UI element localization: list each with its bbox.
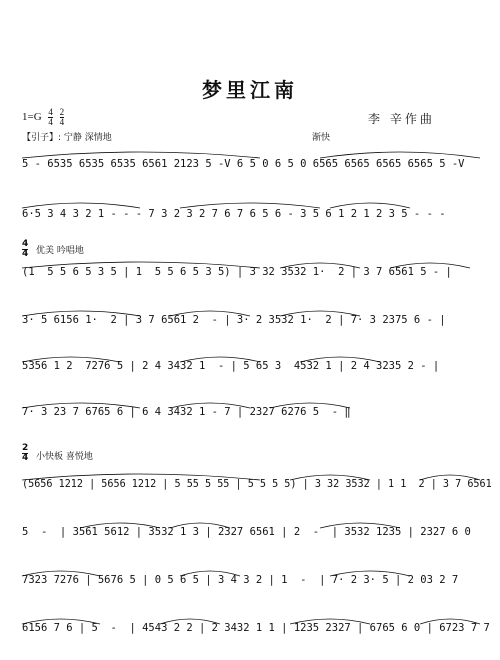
notation-line-9: 7323 7276 | 5676 5 | 0 5 6 5 | 3 4 3 2 | 1 - | 7· 2 3· 5 | 2 03 2 7 [22, 574, 459, 586]
section-3-time-signature: 2 4 [22, 443, 29, 463]
tempo-mark: 渐快 [312, 133, 331, 143]
key-signature [22, 108, 64, 127]
section-2-time-signature: 4 4 [22, 239, 29, 259]
intro-label: 【引子】: 宁静 深情地 [22, 133, 112, 143]
notation-line-2: 6·5 3 4 3 2 1 - - - 7 3 2 3 2 7 6 7 6 5 6 - 3 5 6 1 2 1 2 3 5 - - - [22, 208, 446, 220]
composer-credit: 李 辛作曲 [368, 112, 435, 126]
notation-line-7: (5656 1212 | 5656 1212 | 5 55 5 55 | 5 5 5 5) | 3 32 3532 | 1 1 2 | 3 7 6561 [22, 478, 492, 490]
notation-line-3: (1 5 5 6 5 3 5 | 1 5 5 6 5 3 5) | 3 32 3532 1· 2 | 3 7 6561 5 - | [22, 266, 452, 278]
section-3-label: 小快板 喜悦地 [36, 452, 93, 462]
notation-line-1: 5 - 6535 6535 6535 6561 2123 5 -V 6 5 0 6 5 0 6565 6565 6565 6565 5 -V [22, 158, 465, 170]
section-2-label: 优美 吟唱地 [36, 246, 84, 256]
key-label: 1=G [22, 111, 42, 124]
notation-line-4: 3· 5 6156 1· 2 | 3 7 6561 2 - | 3· 2 3532 1· 2 | 7· 3 2375 6 - | [22, 314, 446, 326]
notation-line-8: 5 - | 3561 5612 | 3532 1 3 | 2327 6561 | 2 - | 3532 1235 | 2327 6 0 [22, 526, 471, 538]
notation-line-5: 5356 1 2 7276 5 | 2 4 3432 1 - | 5 65 3 4532 1 | 2 4 3235 2 - | [22, 360, 440, 372]
song-title: 梦里江南 [202, 78, 298, 102]
time-signature-b: $\frac{2}{4}$ [59, 107, 65, 127]
time-signature-a: $\frac{4}{4}$ [48, 107, 53, 127]
notation-line-6: 7· 3 23 7 6765 6 | 6 4 3432 1 - 7 | 2327 6276 5 - ‖ [22, 406, 351, 418]
notation-line-10: 6156 7 6 | 5 - | 4543 2 2 | 2 3432 1 1 | 1235 2327 | 6765 6 0 | 6723 7 7 [22, 622, 490, 634]
